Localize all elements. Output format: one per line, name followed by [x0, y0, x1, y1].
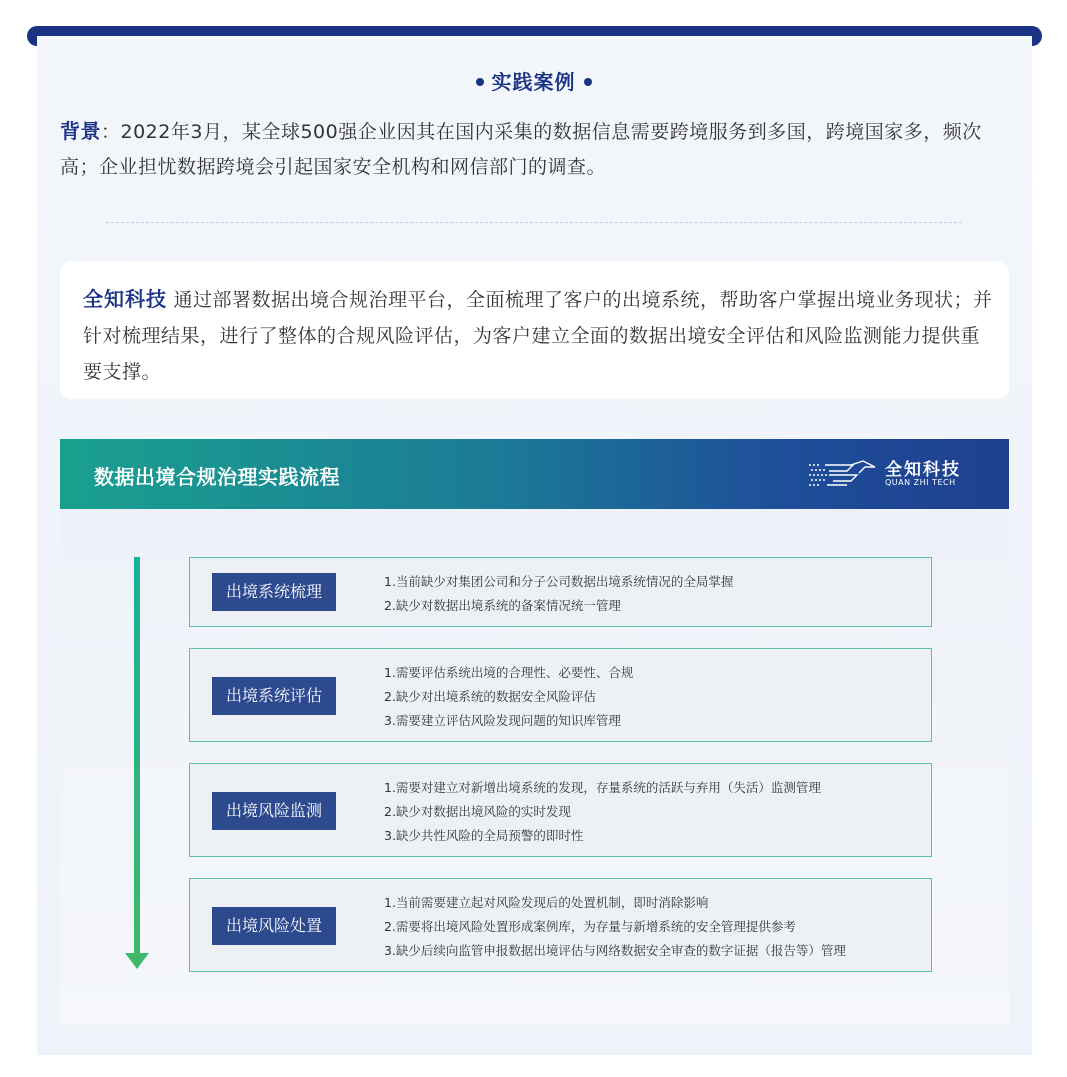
- background-paragraph: [60, 114, 1012, 185]
- flow-arrow-line: [134, 557, 140, 953]
- solution-text: 通过部署数据出境合规治理平台，全面梳理了客户的出境系统，帮助客户掌握出境业务现状；并针对梳理结果，进行了整体的合规风险评估，为客户建立全面的数据出境安全评估和风险监测能力提供重要支撑。: [83, 289, 993, 383]
- step-item: 1.需要对建立对新增出境系统的发现，存量系统的活跃与弃用（失活）监测管理: [384, 780, 821, 795]
- company-logo: [807, 453, 977, 495]
- dashed-divider: [106, 222, 962, 223]
- step-item: 1.当前缺少对集团公司和分子公司数据出境系统情况的全局掌握: [384, 574, 734, 589]
- flow-body: [60, 509, 1009, 1025]
- logo-mark-icon: [807, 457, 877, 491]
- step-label: 出境系统梳理: [212, 573, 336, 611]
- flow-step: [189, 557, 932, 627]
- flow-title: 数据出境合规治理实践流程: [94, 465, 340, 489]
- section-title-text: 实践案例: [491, 70, 576, 94]
- bullet-dot-icon: [476, 78, 484, 86]
- step-label: 出境风险处置: [212, 907, 336, 945]
- flow-step: [189, 878, 932, 972]
- step-item: 2.需要将出境风险处置形成案例库，为存量与新增系统的安全管理提供参考: [384, 919, 796, 934]
- step-item: 1.需要评估系统出境的合理性、必要性、合规: [384, 665, 634, 680]
- step-item: 1.当前需要建立起对风险发现后的处置机制，即时消除影响: [384, 895, 709, 910]
- step-items: [384, 776, 821, 848]
- step-item: 3.缺少共性风险的全局预警的即时性: [384, 828, 584, 843]
- background-text: ：2022年3月，某全球500强企业因其在国内采集的数据信息需要跨境服务到多国，跨境国家多，频次高；企业担忧数据跨境会引起国家安全机构和网信部门的调查。: [60, 121, 982, 178]
- step-items: [384, 891, 846, 963]
- flow-step: [189, 763, 932, 857]
- step-items: [384, 570, 733, 618]
- step-label: 出境系统评估: [212, 677, 336, 715]
- logo-name-cn: 全知科技: [885, 460, 961, 480]
- flow-step: [189, 648, 932, 742]
- step-item: 2.缺少对数据出境风险的实时发现: [384, 804, 571, 819]
- solution-company: 全知科技: [83, 287, 167, 311]
- step-item: 2.缺少对数据出境系统的备案情况统一管理: [384, 598, 621, 613]
- solution-paragraph: [83, 281, 993, 390]
- step-label: 出境风险监测: [212, 792, 336, 830]
- section-title: [0, 66, 1067, 95]
- step-item: 3.需要建立评估风险发现问题的知识库管理: [384, 713, 621, 728]
- flow-header: [60, 439, 1009, 509]
- step-item: 2.缺少对出境系统的数据安全风险评估: [384, 689, 596, 704]
- logo-name-en: QUAN ZHI TECH: [885, 478, 956, 487]
- step-item: 3.缺少后续向监管申报数据出境评估与网络数据安全审查的数字证据（报告等）管理: [384, 943, 846, 958]
- background-label: 背景: [60, 119, 101, 143]
- solution-box: [60, 261, 1009, 399]
- arrow-down-icon: [125, 953, 149, 969]
- bullet-dot-icon: [584, 78, 592, 86]
- step-items: [384, 661, 633, 733]
